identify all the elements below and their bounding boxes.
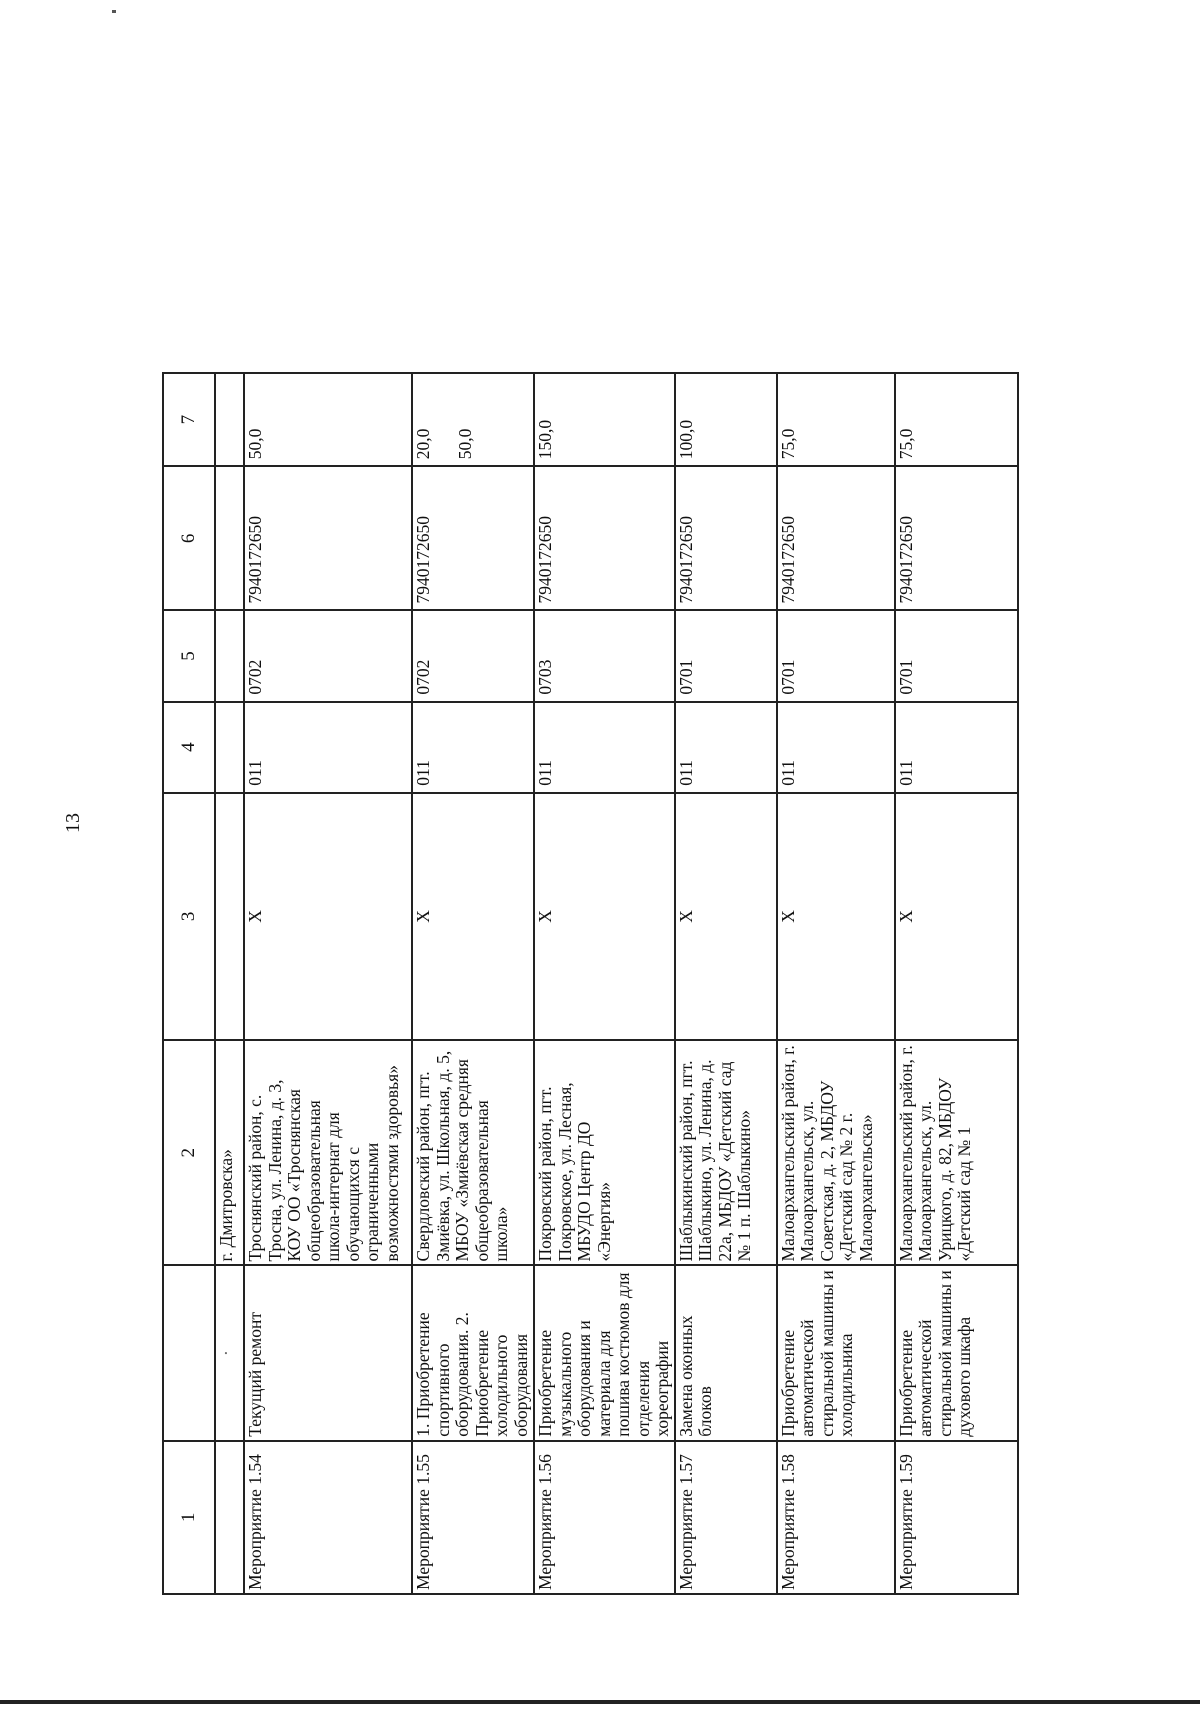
scan-speck <box>112 10 116 13</box>
subheader-cell <box>215 793 244 1040</box>
activity-id: Мероприятие 1.54 <box>244 1441 412 1594</box>
col7-amount <box>777 373 895 466</box>
activity-work: Замена оконных блоков <box>675 1265 777 1440</box>
col5-code: 0703 <box>534 610 675 701</box>
col5-code: 0701 <box>777 610 895 701</box>
col5-code: 0702 <box>244 610 412 701</box>
activity-address: Троснянский район, с. Тросна, ул. Ленина, д. 3, КОУ ОО «Троснянская общеобразовательная школа-интернат для обучающихся с ограниченными возможностями здоровья» <box>244 1040 412 1265</box>
col5-code: 0701 <box>675 610 777 701</box>
col4-code: 011 <box>244 702 412 793</box>
col6-code: 7940172650 <box>412 466 534 610</box>
col5-code: 0701 <box>895 610 1018 701</box>
col5-code: 0702 <box>412 610 534 701</box>
col4-code: 011 <box>534 702 675 793</box>
col6-code: 7940172650 <box>895 466 1018 610</box>
col6-code: 7940172650 <box>777 466 895 610</box>
amount-value: 50,0 <box>245 428 265 460</box>
col7-amount <box>895 373 1018 466</box>
activity-id: Мероприятие 1.56 <box>534 1441 675 1594</box>
amount-value: 50,0 <box>454 428 475 460</box>
subheader-cell <box>215 702 244 793</box>
subheader-mark: · <box>215 1265 244 1440</box>
amount-value: 75,0 <box>895 428 916 460</box>
amount-value: 100,0 <box>675 419 696 460</box>
col7-amount <box>244 373 412 466</box>
rotated-table-sheet <box>162 372 1174 1595</box>
activity-work: Приобретение музыкального оборудования и материала для пошива костюмов для отделения хореографии <box>534 1265 675 1440</box>
activity-id: Мероприятие 1.55 <box>412 1441 534 1594</box>
subheader-row <box>215 373 244 1594</box>
table-row <box>675 373 777 1594</box>
col3-mark: Х <box>534 793 675 1040</box>
activities-table <box>162 372 1019 1595</box>
header-cell: 4 <box>163 702 215 793</box>
header-cell: 3 <box>163 793 215 1040</box>
activity-work: 1. Приобретение спортивного оборудования. 2. Приобретение холодильного оборудования <box>412 1265 534 1440</box>
table-row <box>412 373 534 1594</box>
activity-address: Малоархангельский район, г. Малоархангельск, ул. Урицкого, д. 82, МБДОУ «Детский сад № 1 <box>895 1040 1018 1265</box>
col3-mark: Х <box>895 793 1018 1040</box>
activity-address: Свердловский район, пгт. Змиёвка, ул. Школьная, д. 5, МБОУ «Змиёвская средняя общеобразовательная школа» <box>412 1040 534 1265</box>
header-row <box>163 373 215 1594</box>
activity-address: Шаблыкинский район, пгт. Шаблыкино, ул. Ленина, д. 22а, МБДОУ «Детский сад № 1 п. Шаблыкино» <box>675 1040 777 1265</box>
col7-amount <box>412 373 534 466</box>
amount-value: 75,0 <box>777 428 798 460</box>
header-cell: 2 <box>163 1040 215 1265</box>
activity-work: Приобретение автоматической стиральной машины и холодильника <box>777 1265 895 1440</box>
subheader-cell <box>215 1441 244 1594</box>
col7-amount <box>534 373 675 466</box>
col7-amount <box>675 373 777 466</box>
col4-code: 011 <box>777 702 895 793</box>
subheader-address: г. Дмитровска» <box>215 1040 244 1265</box>
subheader-cell <box>215 373 244 466</box>
activity-address: Малоархангельский район, г. Малоархангельск, ул. Советская, д. 2, МБДОУ «Детский сад № 2 г. Малоархангельска» <box>777 1040 895 1265</box>
bottom-scan-edge <box>0 1700 1200 1704</box>
table-row <box>895 373 1018 1594</box>
col3-mark: Х <box>675 793 777 1040</box>
col3-mark: Х <box>244 793 412 1040</box>
header-cell <box>163 1265 215 1440</box>
activity-work: Текущий ремонт <box>244 1265 412 1440</box>
amount-value: 20,0 <box>413 428 433 460</box>
table-row <box>534 373 675 1594</box>
subheader-cell <box>215 610 244 701</box>
col4-code: 011 <box>895 702 1018 793</box>
activity-id: Мероприятие 1.58 <box>777 1441 895 1594</box>
table-row <box>244 373 412 1594</box>
col6-code: 7940172650 <box>244 466 412 610</box>
col6-code: 7940172650 <box>534 466 675 610</box>
col3-mark: Х <box>412 793 534 1040</box>
table-row <box>777 373 895 1594</box>
col4-code: 011 <box>412 702 534 793</box>
col6-code: 7940172650 <box>675 466 777 610</box>
header-cell: 5 <box>163 610 215 701</box>
subheader-cell <box>215 466 244 610</box>
activity-work: Приобретение автоматической стиральной машины и духового шкафа <box>895 1265 1018 1440</box>
activity-id: Мероприятие 1.59 <box>895 1441 1018 1594</box>
col3-mark: Х <box>777 793 895 1040</box>
header-cell: 7 <box>163 373 215 466</box>
page-number: 13 <box>62 813 84 833</box>
header-cell: 1 <box>163 1441 215 1594</box>
amount-value: 150,0 <box>535 419 555 460</box>
col4-code: 011 <box>675 702 777 793</box>
header-cell: 6 <box>163 466 215 610</box>
activity-id: Мероприятие 1.57 <box>675 1441 777 1594</box>
activity-address: Покровский район, пгт. Покровское, ул. Лесная, МБУДО Центр ДО «Энергия» <box>534 1040 675 1265</box>
